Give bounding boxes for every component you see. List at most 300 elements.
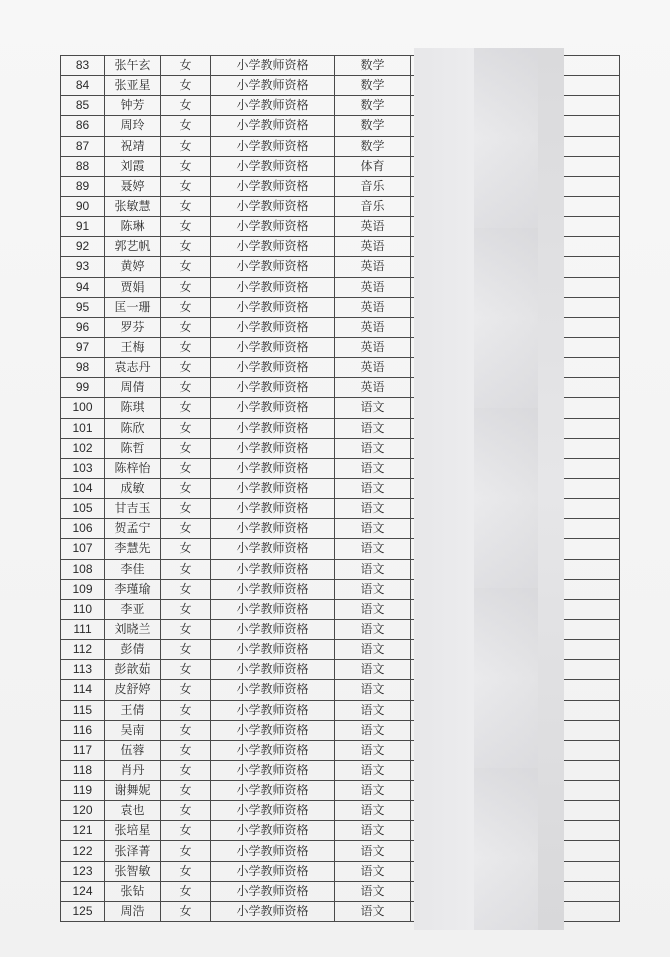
cell-qualification: 小学教师资格: [211, 136, 335, 156]
cell-subject: 语文: [335, 458, 411, 478]
table-row: [61, 781, 620, 801]
cell-subject: 体育: [335, 156, 411, 176]
cell-row-number: 104: [61, 478, 105, 498]
cell-gender: 女: [161, 599, 211, 619]
cell-gender: 女: [161, 539, 211, 559]
cell-subject: 英语: [335, 277, 411, 297]
cell-redacted: [411, 196, 562, 216]
cell-gender: 女: [161, 136, 211, 156]
cell-row-number: 96: [61, 317, 105, 337]
cell-gender: 女: [161, 196, 211, 216]
cell-blank: [562, 579, 620, 599]
cell-qualification: 小学教师资格: [211, 539, 335, 559]
cell-gender: 女: [161, 257, 211, 277]
cell-row-number: 90: [61, 196, 105, 216]
cell-name: 袁也: [105, 801, 161, 821]
cell-redacted: [411, 861, 562, 881]
cell-redacted: [411, 156, 562, 176]
cell-row-number: 87: [61, 136, 105, 156]
cell-gender: 女: [161, 559, 211, 579]
cell-qualification: 小学教师资格: [211, 519, 335, 539]
cell-qualification: 小学教师资格: [211, 116, 335, 136]
cell-qualification: 小学教师资格: [211, 237, 335, 257]
cell-name: 祝靖: [105, 136, 161, 156]
cell-redacted: [411, 559, 562, 579]
cell-qualification: 小学教师资格: [211, 257, 335, 277]
table-row: [61, 841, 620, 861]
cell-blank: [562, 277, 620, 297]
cell-qualification: 小学教师资格: [211, 861, 335, 881]
cell-qualification: 小学教师资格: [211, 337, 335, 357]
cell-blank: [562, 196, 620, 216]
cell-row-number: 89: [61, 176, 105, 196]
cell-gender: 女: [161, 821, 211, 841]
cell-name: 张钻: [105, 881, 161, 901]
cell-name: 陈琳: [105, 217, 161, 237]
cell-redacted: [411, 680, 562, 700]
cell-subject: 语文: [335, 519, 411, 539]
cell-subject: 英语: [335, 257, 411, 277]
cell-blank: [562, 599, 620, 619]
table-row: [61, 499, 620, 519]
cell-row-number: 100: [61, 398, 105, 418]
cell-blank: [562, 56, 620, 76]
cell-subject: 语文: [335, 499, 411, 519]
cell-qualification: 小学教师资格: [211, 56, 335, 76]
cell-gender: 女: [161, 579, 211, 599]
cell-blank: [562, 136, 620, 156]
cell-blank: [562, 76, 620, 96]
cell-row-number: 95: [61, 297, 105, 317]
cell-gender: 女: [161, 700, 211, 720]
cell-row-number: 93: [61, 257, 105, 277]
cell-redacted: [411, 116, 562, 136]
table-row: [61, 640, 620, 660]
cell-blank: [562, 217, 620, 237]
table-row: [61, 176, 620, 196]
cell-subject: 数学: [335, 136, 411, 156]
cell-gender: 女: [161, 499, 211, 519]
table-row: [61, 96, 620, 116]
cell-qualification: 小学教师资格: [211, 640, 335, 660]
cell-row-number: 105: [61, 499, 105, 519]
cell-subject: 语文: [335, 821, 411, 841]
cell-row-number: 121: [61, 821, 105, 841]
cell-subject: 数学: [335, 56, 411, 76]
cell-qualification: 小学教师资格: [211, 619, 335, 639]
cell-blank: [562, 700, 620, 720]
cell-blank: [562, 317, 620, 337]
cell-blank: [562, 760, 620, 780]
cell-gender: 女: [161, 76, 211, 96]
cell-name: 谢舞妮: [105, 781, 161, 801]
table-row: [61, 196, 620, 216]
cell-gender: 女: [161, 901, 211, 921]
table-row: [61, 740, 620, 760]
cell-gender: 女: [161, 640, 211, 660]
cell-row-number: 107: [61, 539, 105, 559]
table-row: [61, 801, 620, 821]
cell-row-number: 124: [61, 881, 105, 901]
cell-redacted: [411, 257, 562, 277]
cell-row-number: 98: [61, 358, 105, 378]
cell-qualification: 小学教师资格: [211, 96, 335, 116]
cell-row-number: 88: [61, 156, 105, 176]
cell-subject: 语文: [335, 901, 411, 921]
roster-body: [61, 56, 620, 922]
cell-redacted: [411, 619, 562, 639]
cell-blank: [562, 619, 620, 639]
cell-qualification: 小学教师资格: [211, 458, 335, 478]
cell-name: 张亚星: [105, 76, 161, 96]
cell-blank: [562, 378, 620, 398]
cell-qualification: 小学教师资格: [211, 801, 335, 821]
cell-row-number: 113: [61, 660, 105, 680]
cell-redacted: [411, 337, 562, 357]
cell-row-number: 97: [61, 337, 105, 357]
table-row: [61, 217, 620, 237]
cell-redacted: [411, 801, 562, 821]
cell-name: 贺孟宁: [105, 519, 161, 539]
cell-name: 罗芬: [105, 317, 161, 337]
cell-row-number: 114: [61, 680, 105, 700]
cell-redacted: [411, 579, 562, 599]
cell-row-number: 99: [61, 378, 105, 398]
cell-subject: 语文: [335, 841, 411, 861]
cell-qualification: 小学教师资格: [211, 720, 335, 740]
cell-gender: 女: [161, 519, 211, 539]
cell-subject: 语文: [335, 740, 411, 760]
cell-redacted: [411, 96, 562, 116]
cell-subject: 音乐: [335, 196, 411, 216]
cell-gender: 女: [161, 619, 211, 639]
cell-gender: 女: [161, 96, 211, 116]
cell-blank: [562, 358, 620, 378]
cell-subject: 英语: [335, 217, 411, 237]
cell-gender: 女: [161, 801, 211, 821]
cell-gender: 女: [161, 781, 211, 801]
cell-blank: [562, 680, 620, 700]
cell-subject: 语文: [335, 599, 411, 619]
cell-redacted: [411, 136, 562, 156]
cell-gender: 女: [161, 156, 211, 176]
cell-gender: 女: [161, 176, 211, 196]
cell-blank: [562, 337, 620, 357]
cell-subject: 语文: [335, 398, 411, 418]
cell-gender: 女: [161, 438, 211, 458]
cell-row-number: 101: [61, 418, 105, 438]
cell-row-number: 86: [61, 116, 105, 136]
table-row: [61, 559, 620, 579]
table-row: [61, 156, 620, 176]
cell-qualification: 小学教师资格: [211, 680, 335, 700]
cell-name: 李慧先: [105, 539, 161, 559]
cell-name: 李佳: [105, 559, 161, 579]
table-row: [61, 297, 620, 317]
cell-row-number: 112: [61, 640, 105, 660]
cell-subject: 音乐: [335, 176, 411, 196]
cell-redacted: [411, 317, 562, 337]
cell-name: 钟芳: [105, 96, 161, 116]
cell-row-number: 85: [61, 96, 105, 116]
cell-gender: 女: [161, 760, 211, 780]
cell-subject: 英语: [335, 378, 411, 398]
cell-gender: 女: [161, 217, 211, 237]
roster-table: [60, 55, 620, 922]
cell-subject: 语文: [335, 418, 411, 438]
cell-row-number: 109: [61, 579, 105, 599]
cell-qualification: 小学教师资格: [211, 740, 335, 760]
cell-row-number: 84: [61, 76, 105, 96]
cell-subject: 语文: [335, 478, 411, 498]
cell-blank: [562, 96, 620, 116]
cell-subject: 英语: [335, 358, 411, 378]
cell-row-number: 115: [61, 700, 105, 720]
cell-subject: 英语: [335, 317, 411, 337]
cell-redacted: [411, 881, 562, 901]
cell-name: 皮舒婷: [105, 680, 161, 700]
cell-row-number: 119: [61, 781, 105, 801]
cell-blank: [562, 499, 620, 519]
cell-redacted: [411, 760, 562, 780]
cell-blank: [562, 478, 620, 498]
cell-redacted: [411, 821, 562, 841]
cell-qualification: 小学教师资格: [211, 579, 335, 599]
cell-name: 陈梓怡: [105, 458, 161, 478]
cell-redacted: [411, 660, 562, 680]
cell-blank: [562, 640, 620, 660]
cell-redacted: [411, 519, 562, 539]
cell-subject: 数学: [335, 76, 411, 96]
cell-blank: [562, 901, 620, 921]
cell-row-number: 111: [61, 619, 105, 639]
cell-subject: 语文: [335, 720, 411, 740]
table-row: [61, 700, 620, 720]
cell-blank: [562, 519, 620, 539]
cell-row-number: 108: [61, 559, 105, 579]
cell-qualification: 小学教师资格: [211, 297, 335, 317]
cell-gender: 女: [161, 317, 211, 337]
cell-redacted: [411, 176, 562, 196]
cell-subject: 语文: [335, 438, 411, 458]
table-row: [61, 378, 620, 398]
table-row: [61, 277, 620, 297]
cell-qualification: 小学教师资格: [211, 156, 335, 176]
cell-name: 周倩: [105, 378, 161, 398]
table-row: [61, 116, 620, 136]
table-row: [61, 56, 620, 76]
cell-redacted: [411, 499, 562, 519]
cell-subject: 语文: [335, 640, 411, 660]
cell-redacted: [411, 237, 562, 257]
cell-redacted: [411, 539, 562, 559]
cell-blank: [562, 740, 620, 760]
cell-row-number: 92: [61, 237, 105, 257]
cell-gender: 女: [161, 277, 211, 297]
cell-qualification: 小学教师资格: [211, 277, 335, 297]
cell-row-number: 94: [61, 277, 105, 297]
cell-redacted: [411, 297, 562, 317]
cell-gender: 女: [161, 740, 211, 760]
cell-qualification: 小学教师资格: [211, 398, 335, 418]
cell-redacted: [411, 76, 562, 96]
cell-row-number: 122: [61, 841, 105, 861]
cell-gender: 女: [161, 841, 211, 861]
cell-qualification: 小学教师资格: [211, 76, 335, 96]
cell-blank: [562, 458, 620, 478]
cell-qualification: 小学教师资格: [211, 841, 335, 861]
table-row: [61, 136, 620, 156]
cell-name: 黄婷: [105, 257, 161, 277]
cell-redacted: [411, 56, 562, 76]
cell-name: 张敏慧: [105, 196, 161, 216]
cell-blank: [562, 116, 620, 136]
cell-qualification: 小学教师资格: [211, 478, 335, 498]
cell-name: 袁志丹: [105, 358, 161, 378]
cell-gender: 女: [161, 881, 211, 901]
cell-blank: [562, 176, 620, 196]
cell-subject: 语文: [335, 700, 411, 720]
cell-name: 陈琪: [105, 398, 161, 418]
table-row: [61, 599, 620, 619]
cell-gender: 女: [161, 358, 211, 378]
cell-redacted: [411, 781, 562, 801]
cell-row-number: 83: [61, 56, 105, 76]
cell-qualification: 小学教师资格: [211, 176, 335, 196]
table-row: [61, 821, 620, 841]
cell-row-number: 125: [61, 901, 105, 921]
cell-name: 张泽菁: [105, 841, 161, 861]
cell-subject: 语文: [335, 680, 411, 700]
cell-subject: 英语: [335, 237, 411, 257]
table-row: [61, 478, 620, 498]
cell-gender: 女: [161, 660, 211, 680]
cell-row-number: 110: [61, 599, 105, 619]
cell-redacted: [411, 438, 562, 458]
table-row: [61, 660, 620, 680]
table-row: [61, 579, 620, 599]
cell-subject: 语文: [335, 881, 411, 901]
table-row: [61, 861, 620, 881]
cell-name: 张智敏: [105, 861, 161, 881]
cell-qualification: 小学教师资格: [211, 881, 335, 901]
cell-row-number: 102: [61, 438, 105, 458]
cell-blank: [562, 720, 620, 740]
cell-redacted: [411, 700, 562, 720]
cell-name: 彭歆茹: [105, 660, 161, 680]
cell-qualification: 小学教师资格: [211, 599, 335, 619]
cell-name: 肖丹: [105, 760, 161, 780]
cell-qualification: 小学教师资格: [211, 660, 335, 680]
cell-blank: [562, 841, 620, 861]
cell-name: 甘吉玉: [105, 499, 161, 519]
table-row: [61, 418, 620, 438]
cell-subject: 语文: [335, 760, 411, 780]
cell-row-number: 106: [61, 519, 105, 539]
cell-row-number: 123: [61, 861, 105, 881]
table-row: [61, 438, 620, 458]
cell-qualification: 小学教师资格: [211, 700, 335, 720]
cell-name: 陈欣: [105, 418, 161, 438]
cell-name: 郭艺帆: [105, 237, 161, 257]
cell-row-number: 116: [61, 720, 105, 740]
cell-name: 周玲: [105, 116, 161, 136]
table-row: [61, 398, 620, 418]
cell-qualification: 小学教师资格: [211, 317, 335, 337]
cell-qualification: 小学教师资格: [211, 418, 335, 438]
table-row: [61, 76, 620, 96]
table-row: [61, 539, 620, 559]
table-row: [61, 458, 620, 478]
cell-name: 成敏: [105, 478, 161, 498]
cell-blank: [562, 237, 620, 257]
cell-gender: 女: [161, 116, 211, 136]
cell-name: 吴南: [105, 720, 161, 740]
cell-subject: 语文: [335, 660, 411, 680]
cell-blank: [562, 861, 620, 881]
cell-subject: 语文: [335, 861, 411, 881]
cell-subject: 英语: [335, 337, 411, 357]
cell-subject: 语文: [335, 559, 411, 579]
table-row: [61, 317, 620, 337]
cell-blank: [562, 257, 620, 277]
cell-redacted: [411, 398, 562, 418]
table-row: [61, 519, 620, 539]
cell-subject: 语文: [335, 801, 411, 821]
cell-blank: [562, 559, 620, 579]
table-row: [61, 680, 620, 700]
cell-gender: 女: [161, 418, 211, 438]
cell-blank: [562, 881, 620, 901]
cell-row-number: 118: [61, 760, 105, 780]
cell-row-number: 103: [61, 458, 105, 478]
cell-name: 陈哲: [105, 438, 161, 458]
cell-subject: 数学: [335, 96, 411, 116]
cell-subject: 语文: [335, 579, 411, 599]
cell-redacted: [411, 358, 562, 378]
cell-redacted: [411, 478, 562, 498]
cell-gender: 女: [161, 378, 211, 398]
cell-gender: 女: [161, 337, 211, 357]
cell-redacted: [411, 720, 562, 740]
cell-qualification: 小学教师资格: [211, 559, 335, 579]
table-row: [61, 358, 620, 378]
cell-name: 聂婷: [105, 176, 161, 196]
cell-gender: 女: [161, 478, 211, 498]
cell-blank: [562, 297, 620, 317]
cell-name: 匡一珊: [105, 297, 161, 317]
table-row: [61, 760, 620, 780]
cell-qualification: 小学教师资格: [211, 438, 335, 458]
cell-redacted: [411, 378, 562, 398]
cell-name: 李瑾瑜: [105, 579, 161, 599]
cell-gender: 女: [161, 398, 211, 418]
cell-blank: [562, 539, 620, 559]
cell-name: 张午玄: [105, 56, 161, 76]
cell-name: 李亚: [105, 599, 161, 619]
cell-subject: 英语: [335, 297, 411, 317]
table-row: [61, 257, 620, 277]
cell-qualification: 小学教师资格: [211, 358, 335, 378]
table-row: [61, 881, 620, 901]
cell-qualification: 小学教师资格: [211, 821, 335, 841]
cell-blank: [562, 660, 620, 680]
cell-gender: 女: [161, 458, 211, 478]
cell-qualification: 小学教师资格: [211, 196, 335, 216]
cell-blank: [562, 438, 620, 458]
cell-redacted: [411, 418, 562, 438]
cell-subject: 语文: [335, 539, 411, 559]
